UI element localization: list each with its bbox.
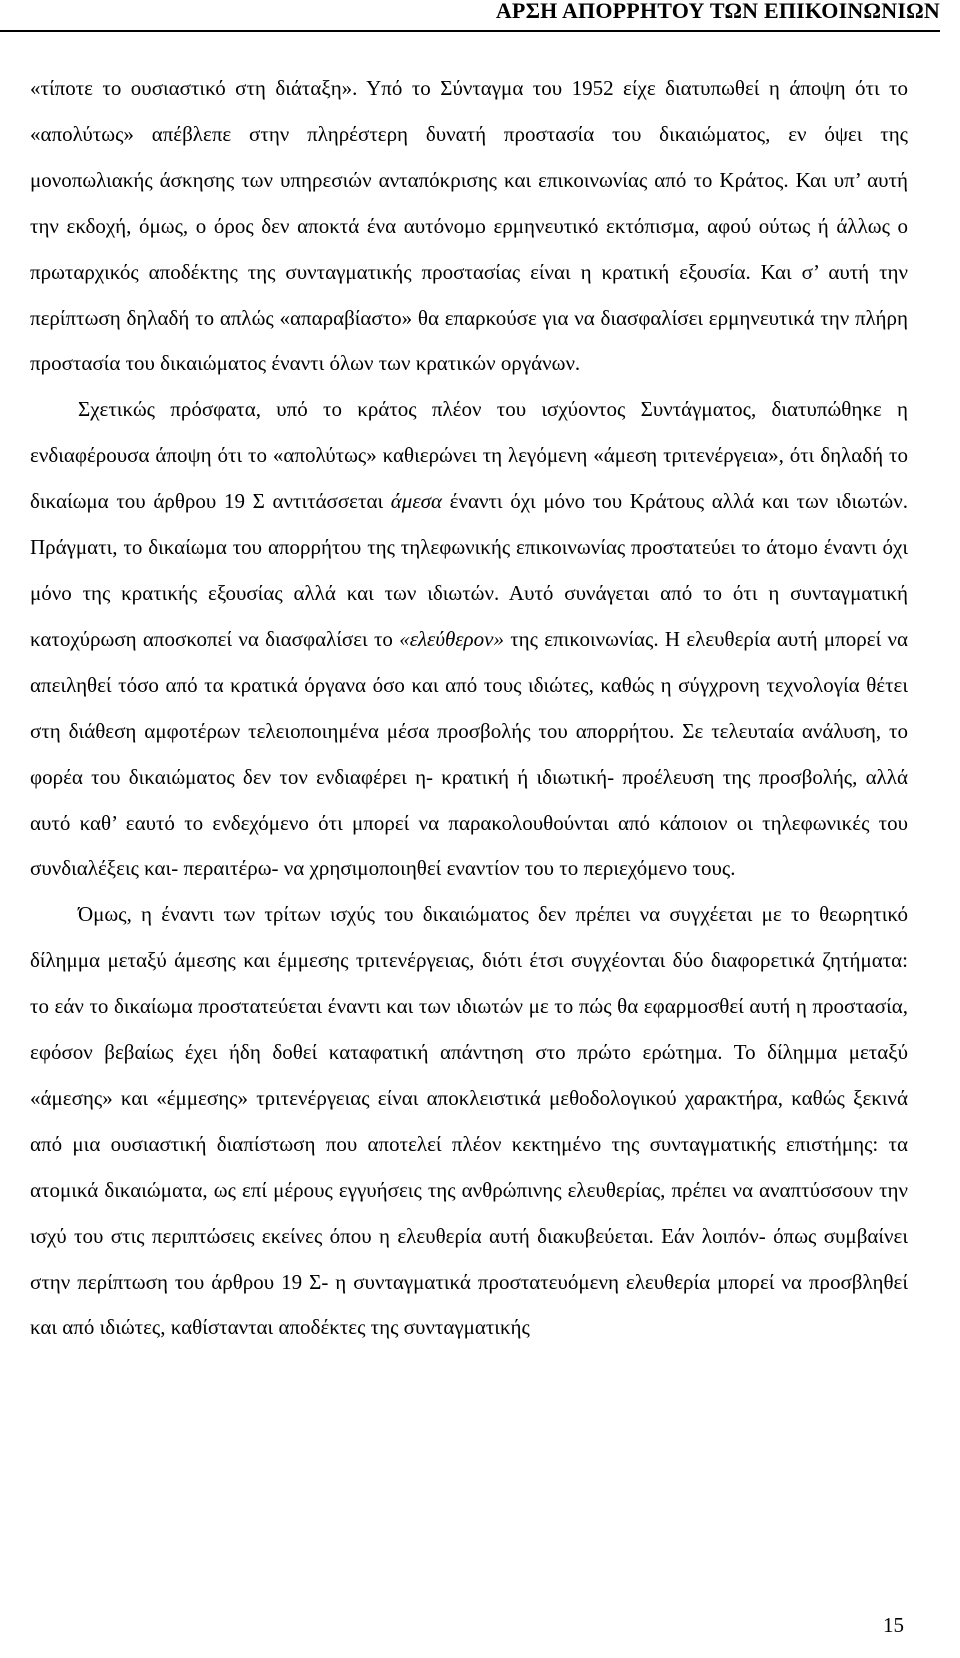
paragraph-3: Όμως, η έναντι των τρίτων ισχύς του δικαιώματος δεν πρέπει να συγχέεται με το θεωρητικό δίλημμα μεταξύ άμεσης και έμμεσης τριτενέργειας, διότι έτσι συγχέονται δύο διαφορετικά ζητήματα: το εάν το δικαίωμα προστατεύεται έναντι και των ιδιωτών με το πώς θα εφαρμοσθεί αυτή η προστασία, εφόσον βεβαίως έχει ήδη δοθεί καταφατική απάντηση στο πρώτο ερώτημα. Το δίλημμα μεταξύ «άμεσης» και «έμμεσης» τριτενέργειας είναι αποκλειστικά μεθοδολογικού χαρακτήρα, καθώς ξεκινά από μια ουσιαστική διαπίστωση που αποτελεί πλέον κεκτημένο της συνταγματικής επιστήμης: τα ατομικά δικαιώματα, ως επί μέρους εγγυήσεις της ανθρώπινης ελευθερίας, πρέπει να αναπτύσσουν την ισχύ του στις περιπτώσεις εκείνες όπου η ελευθερία αυτή διακυβεύεται. Εάν λοιπόν- όπως συμβαίνει στην περίπτωση του άρθρου 19 Σ- η συνταγματικά προστατευόμενη ελευθερία μπορεί να προσβληθεί και από ιδιώτες, καθίστανται αποδέκτες της συνταγματικής — [30, 902, 908, 1340]
body-text — [30, 66, 908, 1351]
running-header-title: ΑΡΣΗ ΑΠΟΡΡΗΤΟΥ ΤΩΝ ΕΠΙΚΟΙΝΩΝΙΩΝ — [495, 0, 940, 23]
paragraph-2-text-b: έναντι όχι μόνο του Κράτους αλλά και των ιδιωτών. Πράγματι, το δικαίωμα του απορρήτου της τηλεφωνικής επικοινωνίας προστατεύει το άτομο έναντι όχι μόνο της κρατικής εξουσίας αλλά και των ιδιωτών. Αυτό συνάγεται από το ότι η συνταγματική κατοχύρωση αποσκοπεί να διασφαλίσει το — [30, 489, 908, 651]
paragraph-2-text-a: Σχετικώς πρόσφατα, υπό το κράτος πλέον του ισχύοντος Συντάγματος, διατυπώθηκε η ενδιαφέρουσα άποψη ότι το «απολύτως» καθιερώνει τη λεγόμενη «άμεση τριτενέργεια», ότι δηλαδή το δικαίωμα του άρθρου 19 Σ αντιτάσσεται — [30, 397, 908, 514]
paragraph-2 — [30, 387, 908, 892]
paragraph-2-italic-eleftheron: «ελεύθερον» — [399, 626, 504, 651]
paragraph-2-italic-amesa: άμεσα — [390, 489, 442, 514]
running-header — [0, 0, 940, 32]
paragraph-2-text-c: της επικοινωνίας. Η ελευθερία αυτή μπορεί να απειληθεί τόσο από τα κρατικά όργανα όσο και από τους ιδιώτες, καθώς η σύγχρονη τεχνολογία θέτει στη διάθεση αμφοτέρων τελειοποιημένα μέσα προσβολής του απορρήτου. Σε τελευταία ανάλυση, το φορέα του δικαιώματος δεν τον ενδιαφέρει η- κρατική ή ιδιωτική- προέλευση της προσβολής, αλλά αυτό καθ’ εαυτό το ενδεχόμενο ότι μπορεί να παρακολουθούνται από κάποιον οι τηλεφωνικές του συνδιαλέξεις και- περαιτέρω- να χρησιμοποιηθεί εναντίον του το περιεχόμενο τους. — [30, 626, 908, 881]
paragraph-1: «τίποτε το ουσιαστικό στη διάταξη». Υπό το Σύνταγμα του 1952 είχε διατυπωθεί η άποψη ότι το «απολύτως» απέβλεπε στην πληρέστερη δυνατή προστασία του δικαιώματος, εν όψει της μονοπωλιακής άσκησης των υπηρεσιών ανταπόκρισης και επικοινωνίας από το Κράτος. Και υπ’ αυτή την εκδοχή, όμως, ο όρος δεν αποκτά ένα αυτόνομο ερμηνευτικό εκτόπισμα, αφού ούτως ή άλλως ο πρωταρχικός αποδέκτης της συνταγματικής προστασίας είναι η κρατική εξουσία. Και σ’ αυτή την περίπτωση δηλαδή το απλώς «απαραβίαστο» θα επαρκούσε για να διασφαλίσει ερμηνευτικά την πλήρη προστασία του δικαιώματος έναντι όλων των κρατικών οργάνων. — [30, 76, 908, 376]
page-number: 15 — [883, 1613, 904, 1637]
